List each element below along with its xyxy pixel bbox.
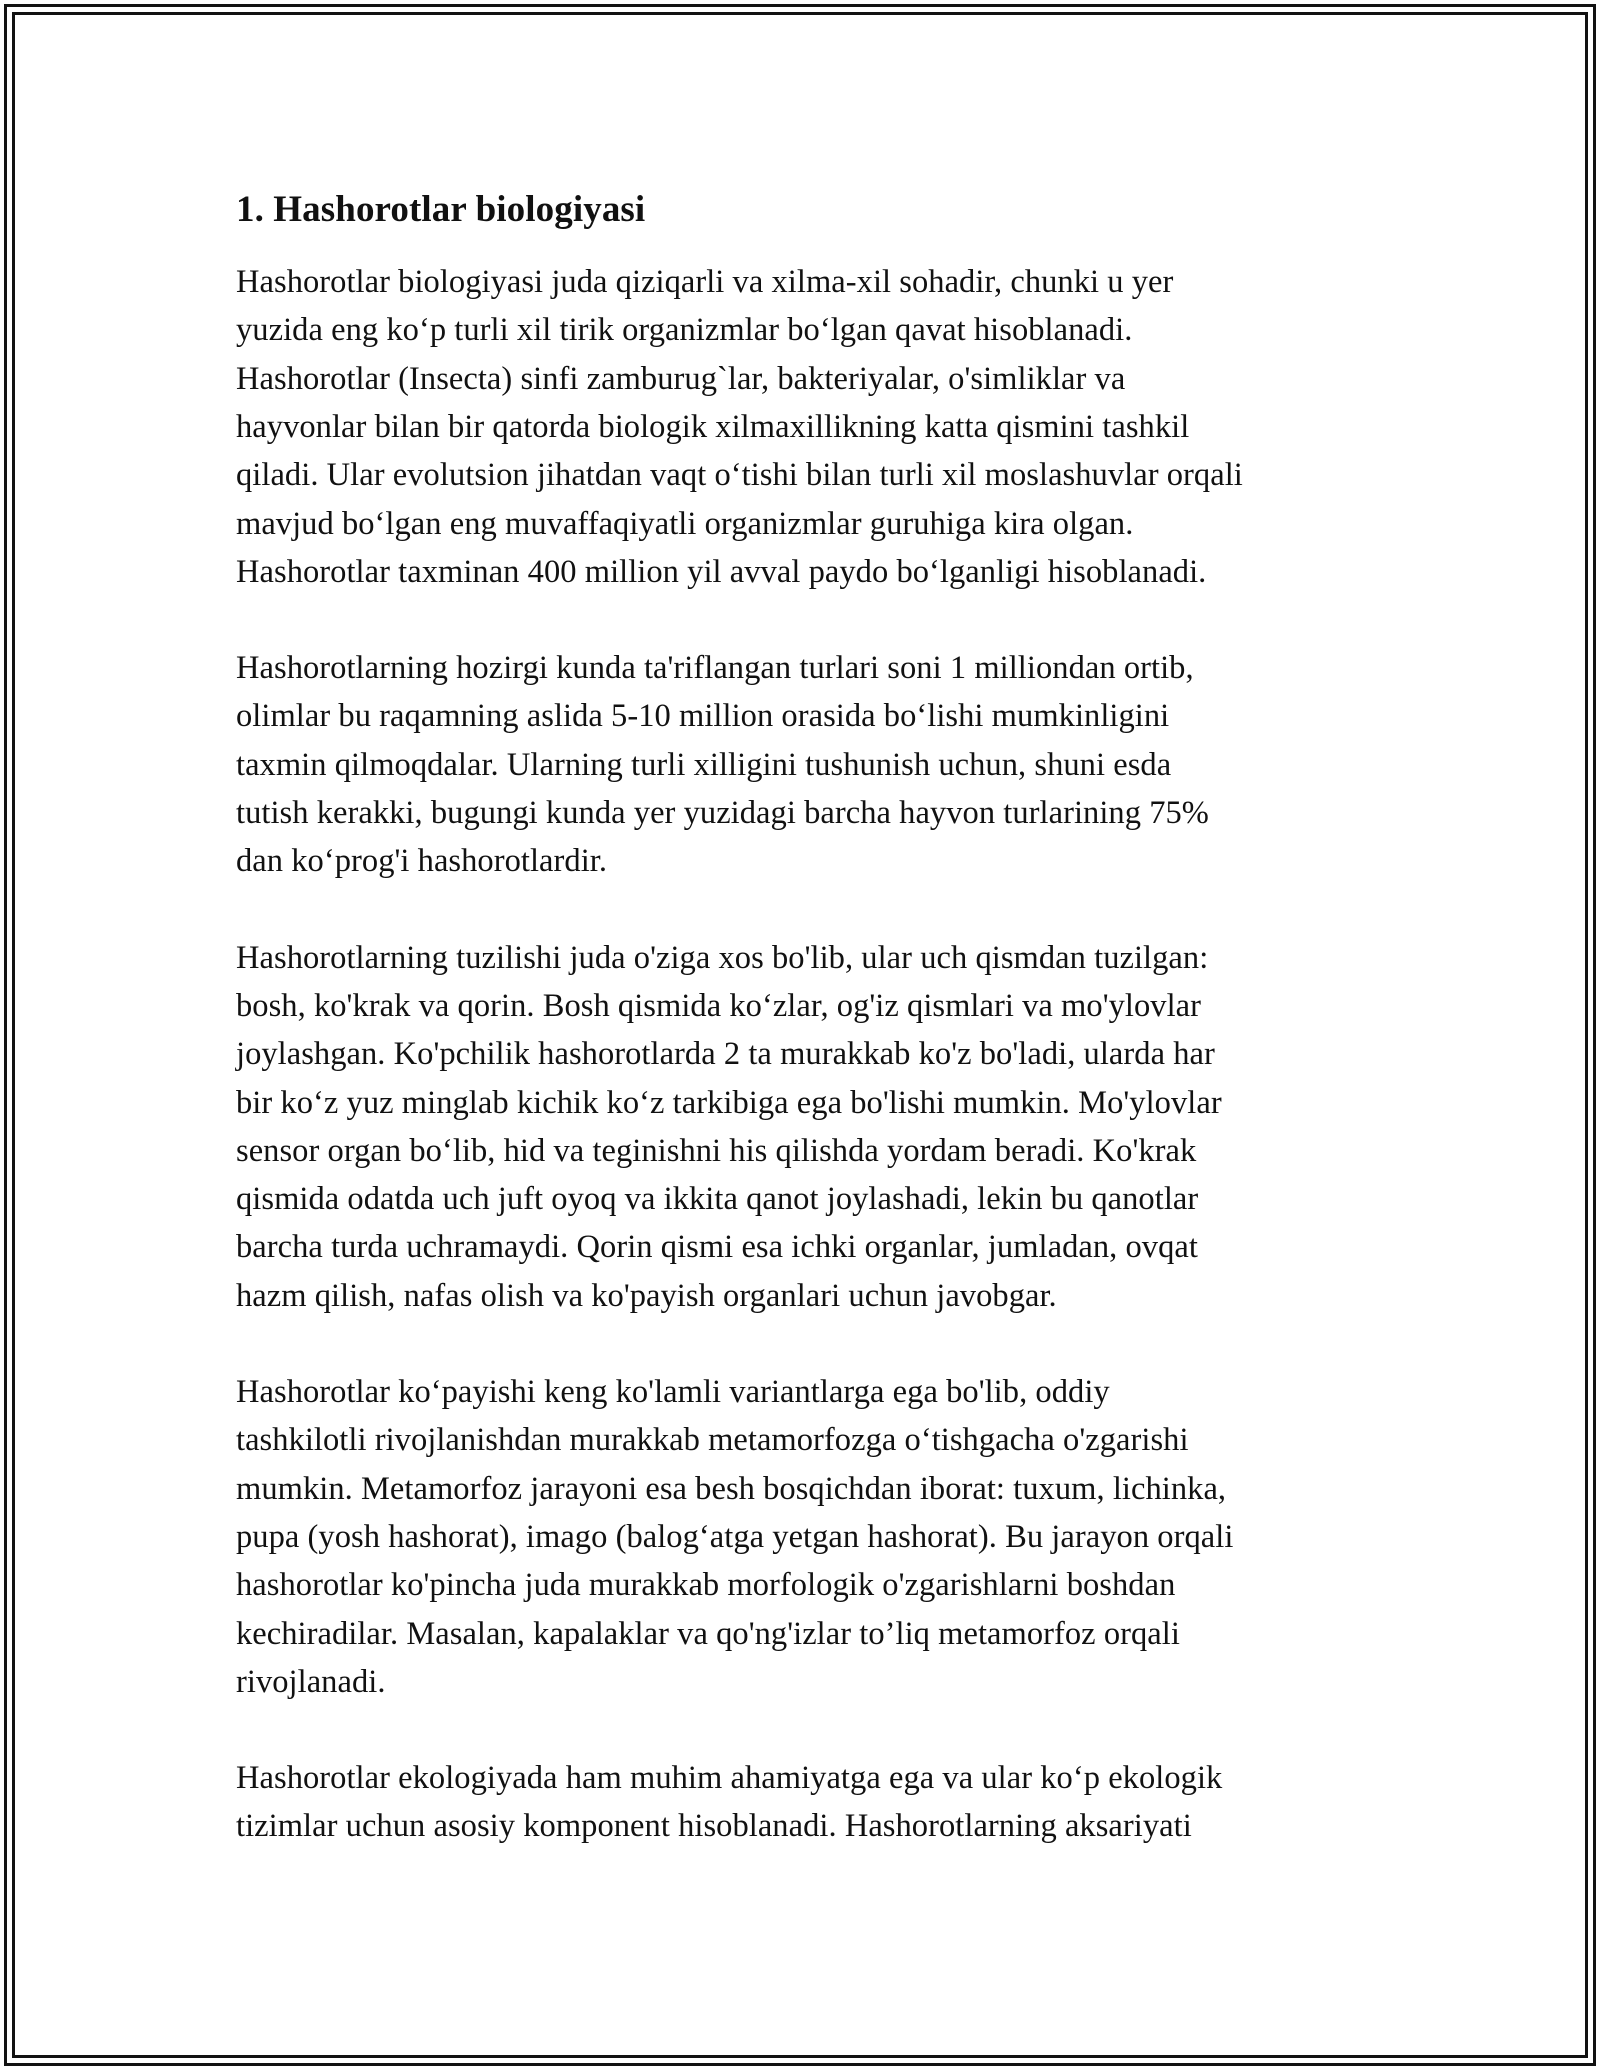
paragraph-ecology: Hashorotlar ekologiyada ham muhim ahamiyatga ega va ular koʻp ekologik tizimlar uchun asosiy komponent hisoblanadi. Hashorotlarning aksariyati: [236, 1760, 1223, 1845]
paragraph-reproduction: Hashorotlar koʻpayishi keng ko'lamli variantlarga ega bo'lib, oddiy tashkilotli rivojlanishdan murakkab metamorfozga oʻtishgacha o'zgarishi mumkin. Metamorfoz jarayoni esa besh bosqichdan iborat: tuxum, lichinka, pupa (yosh hashorat), imago (balogʻatga yetgan hashorat). Bu jarayon orqali hashorotlar ko'pincha juda murakkab morfologik o'zgarishlarni boshdan kechiradilar. Masalan, kapalaklar va qo'ng'izlar to’liq metamorfoz orqali rivojlanadi.: [236, 1374, 1234, 1700]
paragraph-intro: Hashorotlar biologiyasi juda qiziqarli va xilma-xil sohadir, chunki u yer yuzida eng koʻp turli xil tirik organizmlar boʻlgan qavat hisoblanadi. Hashorotlar (Insecta) sinfi zamburug`lar, bakteriyalar, o'simliklar va hayvonlar bilan bir qatorda biologik xilmaxillikning katta qismini tashkil qiladi. Ular evolutsion jihatdan vaqt oʻtishi bilan turli xil moslashuvlar orqali mavjud boʻlgan eng muvaffaqiyatli organizmlar guruhiga kira olgan. Hashorotlar taxminan 400 million yil avval paydo boʻlganligi hisoblanadi.: [236, 264, 1243, 590]
paragraph-anatomy: Hashorotlarning tuzilishi juda o'ziga xos bo'lib, ular uch qismdan tuzilgan: bosh, ko'krak va qorin. Bosh qismida koʻzlar, og'iz qismlari va mo'ylovlar joylashgan. Ko'pchilik hashorotlarda 2 ta murakkab ko'z bo'ladi, ularda har bir koʻz yuz minglab kichik koʻz tarkibiga ega bo'lishi mumkin. Mo'ylovlar sensor organ boʻlib, hid va teginishni his qilishda yordam beradi. Ko'krak qismida odatda uch juft oyoq va ikkita qanot joylashadi, lekin bu qanotlar barcha turda uchramaydi. Qorin qismi esa ichki organlar, jumladan, ovqat hazm qilish, nafas olish va ko'payish organlari uchun javobgar.: [236, 939, 1222, 1314]
document-body: [236, 186, 1376, 1899]
paragraph-species-count: Hashorotlarning hozirgi kunda ta'riflangan turlari soni 1 milliondan ortib, olimlar bu raqamning aslida 5-10 million orasida boʻlishi mumkinligini taxmin qilmoqdalar. Ularning turli xilligini tushunish uchun, shuni esda tutish kerakki, bugungi kunda yer yuzidagi barcha hayvon turlarining 75% dan koʻprog'i hashorotlardir.: [236, 650, 1209, 880]
section-heading: 1. Hashorotlar biologiyasi: [236, 189, 646, 230]
